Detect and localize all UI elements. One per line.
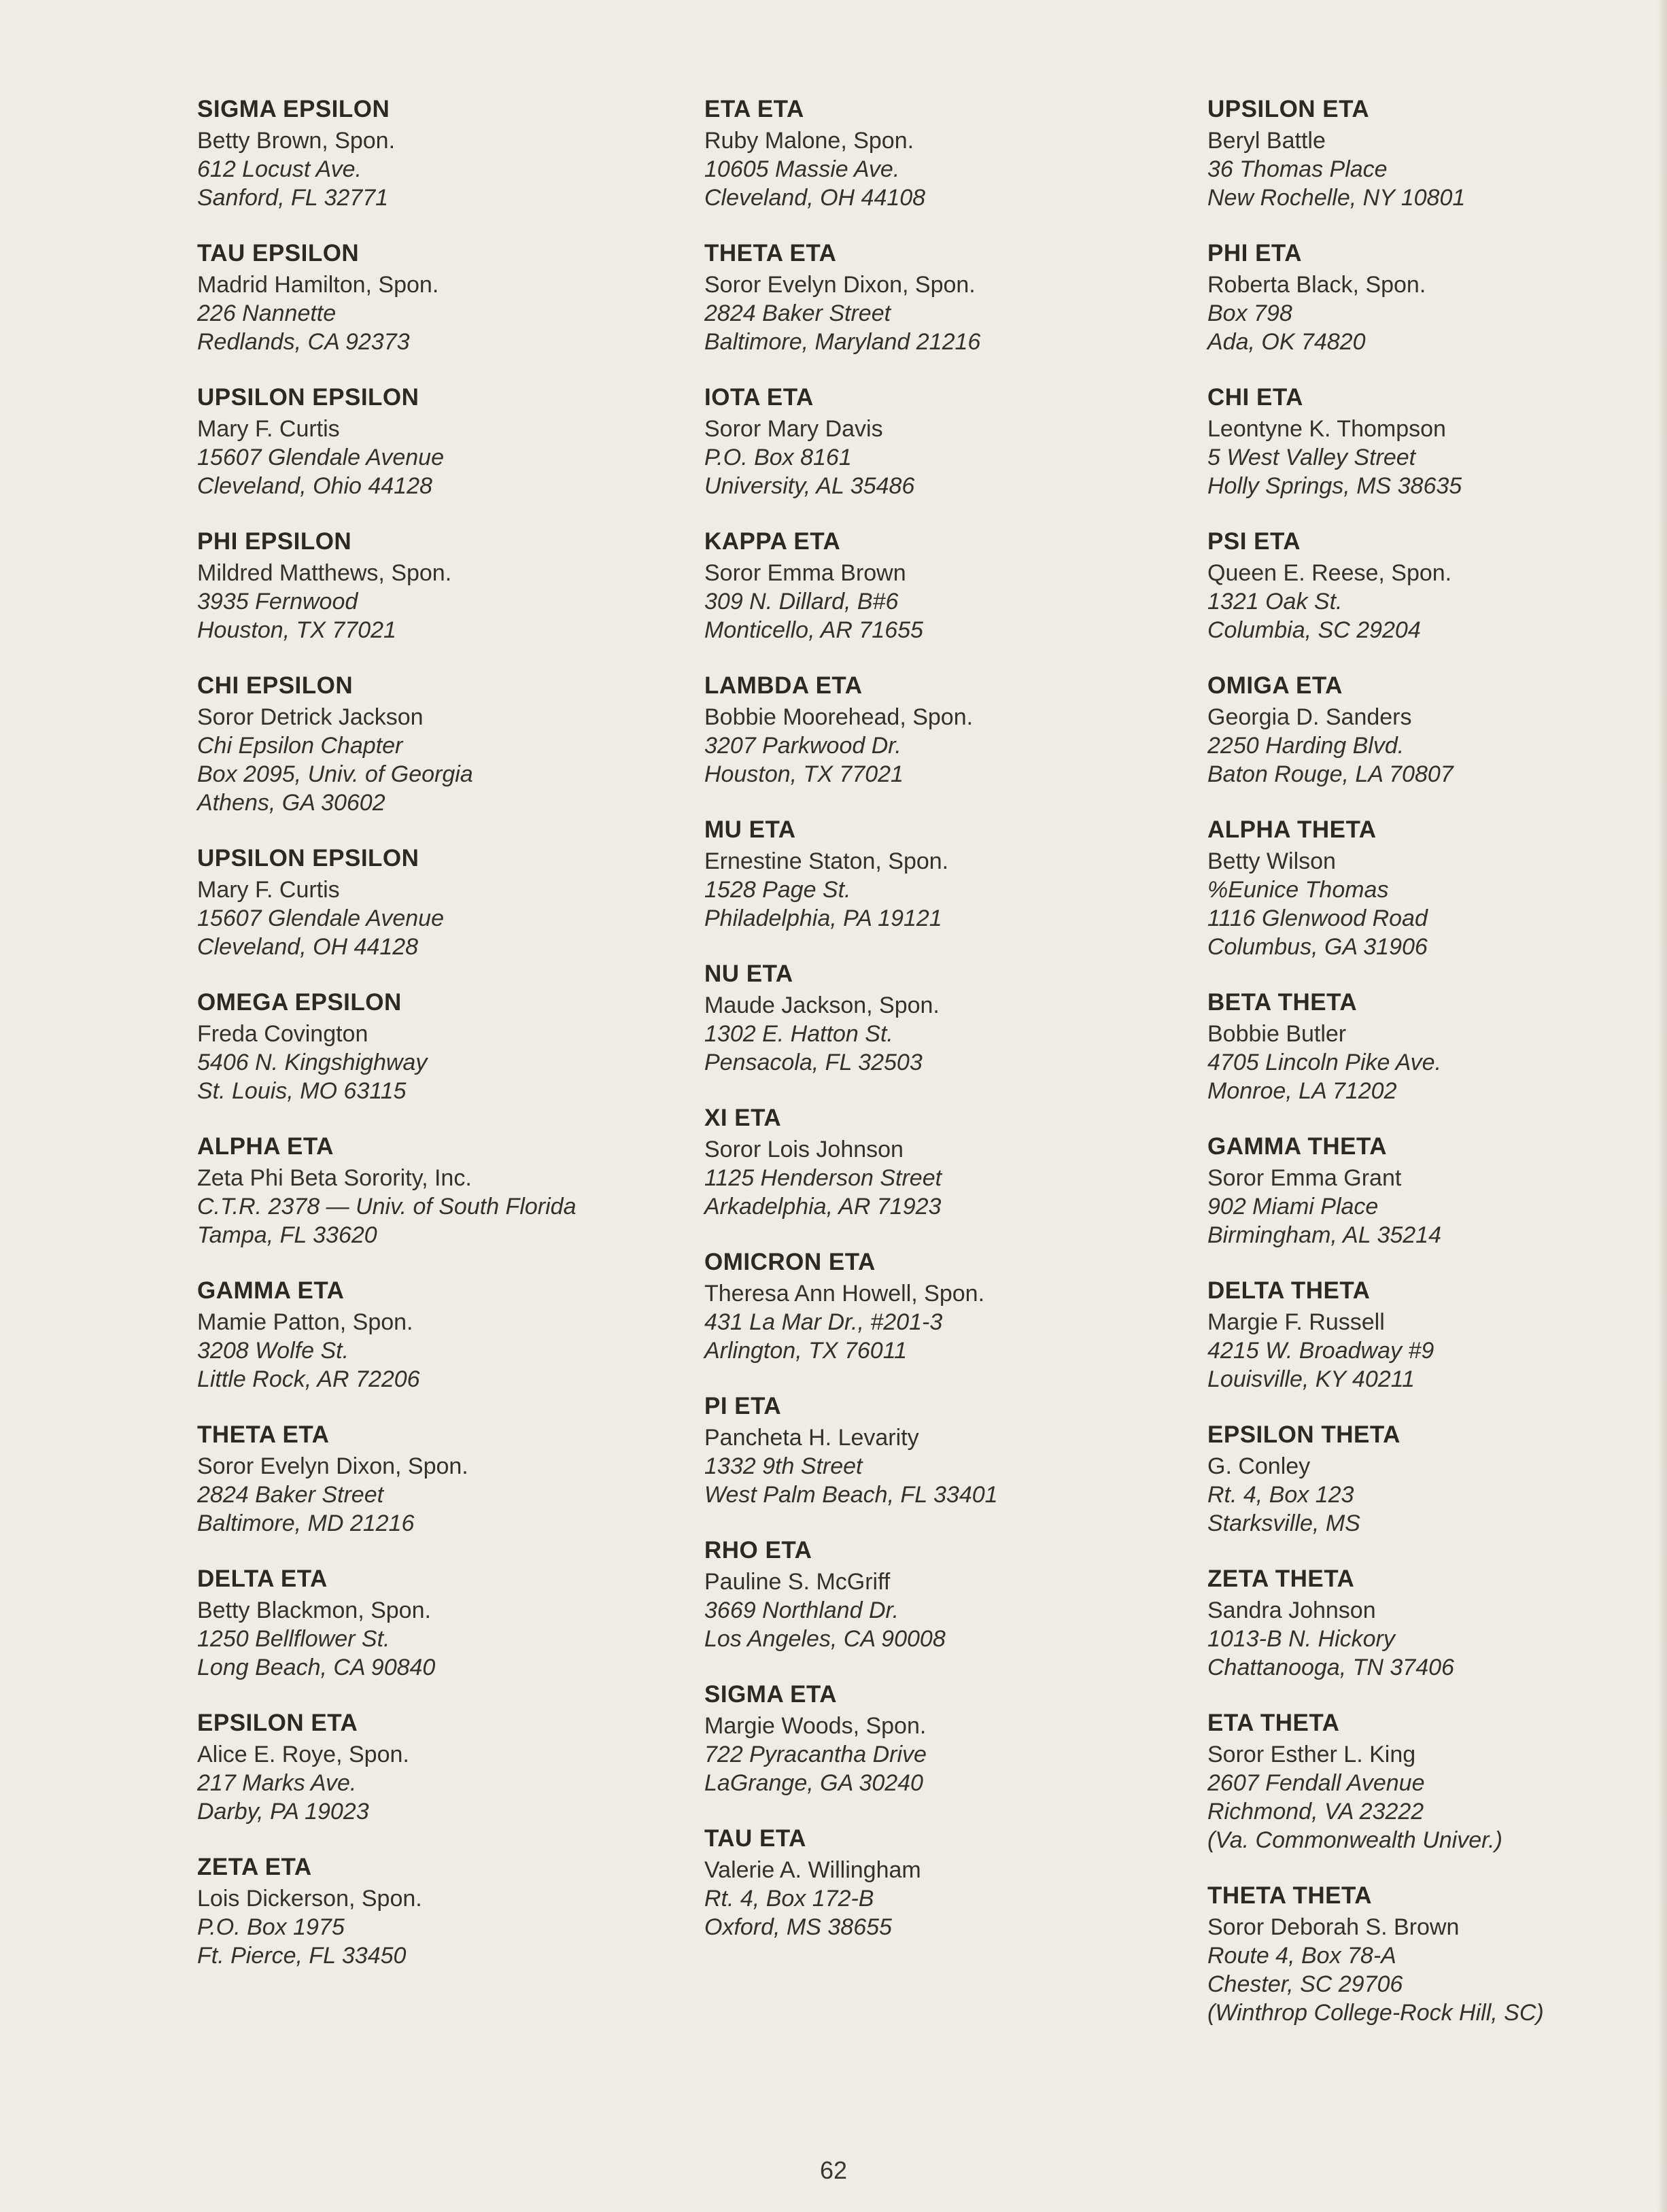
chapter-name: TAU ETA — [704, 1825, 806, 1852]
chapter-entry — [197, 1853, 714, 1970]
address-line: 722 Pyracantha Drive — [704, 1742, 927, 1767]
address-line: 4705 Lincoln Pike Ave. — [1207, 1050, 1442, 1075]
address-line: 1332 9th Street — [704, 1453, 863, 1479]
contact-name: Roberta Black, Spon. — [1207, 272, 1426, 298]
address-line: Cleveland, Ohio 44128 — [197, 473, 432, 499]
address-line: Chattanooga, TN 37406 — [1207, 1655, 1454, 1680]
chapter-name: ALPHA ETA — [197, 1133, 334, 1160]
chapter-name: MU ETA — [704, 816, 796, 843]
address-line: 10605 Massie Ave. — [704, 156, 900, 182]
contact-name: Theresa Ann Howell, Spon. — [704, 1281, 985, 1307]
address-line: Arkadelphia, AR 71923 — [704, 1194, 942, 1220]
chapter-name: OMICRON ETA — [704, 1249, 876, 1275]
address-line: 1125 Henderson Street — [704, 1165, 942, 1191]
contact-name: Ruby Malone, Spon. — [704, 128, 914, 154]
chapter-entry — [1207, 1277, 1667, 1394]
chapter-name: EPSILON ETA — [197, 1710, 358, 1736]
address-line: Baltimore, Maryland 21216 — [704, 329, 981, 355]
chapter-name: SIGMA ETA — [704, 1681, 838, 1708]
chapter-name: UPSILON ETA — [1207, 96, 1370, 122]
chapter-name: XI ETA — [704, 1105, 782, 1131]
chapter-name: CHI EPSILON — [197, 672, 354, 699]
address-line: 5406 N. Kingshighway — [197, 1050, 428, 1075]
chapter-entry — [197, 239, 714, 356]
directory-column-3 — [1207, 95, 1667, 2054]
address-line: Box 2095, Univ. of Georgia — [197, 761, 473, 787]
chapter-name: THETA ETA — [704, 240, 837, 266]
chapter-entry — [1207, 1565, 1667, 1682]
address-line: Chi Epsilon Chapter — [197, 733, 403, 759]
address-line: Darby, PA 19023 — [197, 1799, 369, 1825]
page-number: 62 — [819, 2156, 848, 2184]
address-line: 36 Thomas Place — [1207, 156, 1388, 182]
chapter-name: UPSILON EPSILON — [197, 845, 419, 871]
address-line: Redlands, CA 92373 — [197, 329, 410, 355]
address-line: 4215 W. Broadway #9 — [1207, 1338, 1434, 1364]
address-line: 15607 Glendale Avenue — [197, 445, 444, 470]
chapter-name: SIGMA EPSILON — [197, 96, 390, 122]
address-line: (Winthrop College-Rock Hill, SC) — [1207, 2000, 1544, 2026]
address-line: Athens, GA 30602 — [197, 790, 385, 816]
address-line: Tampa, FL 33620 — [197, 1222, 377, 1248]
chapter-name: RHO ETA — [704, 1537, 812, 1563]
chapter-entry — [1207, 1709, 1667, 1854]
address-line: Little Rock, AR 72206 — [197, 1366, 420, 1392]
contact-name: Soror Evelyn Dixon, Spon. — [704, 272, 976, 298]
chapter-entry — [1207, 383, 1667, 500]
address-line: 3208 Wolfe St. — [197, 1338, 349, 1364]
chapter-name: ZETA ETA — [197, 1854, 312, 1880]
chapter-entry — [704, 1248, 1221, 1365]
address-line: Louisville, KY 40211 — [1207, 1366, 1415, 1392]
chapter-entry — [197, 1709, 714, 1826]
address-line: New Rochelle, NY 10801 — [1207, 185, 1466, 211]
address-line: Richmond, VA 23222 — [1207, 1799, 1424, 1825]
address-line: Baton Rouge, LA 70807 — [1207, 761, 1454, 787]
address-line: P.O. Box 8161 — [704, 445, 852, 470]
address-line: Cleveland, OH 44128 — [197, 934, 419, 960]
address-line: 2824 Baker Street — [704, 300, 891, 326]
chapter-name: PI ETA — [704, 1393, 782, 1419]
address-line: 1321 Oak St. — [1207, 589, 1343, 615]
contact-name: Beryl Battle — [1207, 128, 1326, 154]
address-line: Baltimore, MD 21216 — [197, 1510, 415, 1536]
contact-name: Mildred Matthews, Spon. — [197, 560, 452, 586]
address-line: C.T.R. 2378 — Univ. of South Florida — [197, 1194, 577, 1220]
address-line: 2250 Harding Blvd. — [1207, 733, 1405, 759]
chapter-entry — [1207, 816, 1667, 961]
address-line: Rt. 4, Box 172-B — [704, 1886, 874, 1912]
address-line: Rt. 4, Box 123 — [1207, 1482, 1354, 1508]
chapter-entry — [197, 1133, 714, 1249]
address-line: LaGrange, GA 30240 — [704, 1770, 923, 1796]
address-line: Chester, SC 29706 — [1207, 1971, 1403, 1997]
address-line: Columbia, SC 29204 — [1207, 617, 1421, 643]
chapter-name: OMIGA ETA — [1207, 672, 1343, 699]
chapter-name: UPSILON EPSILON — [197, 384, 419, 411]
chapter-entry — [704, 1104, 1221, 1221]
address-line: Ft. Pierce, FL 33450 — [197, 1943, 407, 1969]
chapter-entry — [704, 960, 1221, 1077]
chapter-entry — [197, 672, 714, 817]
chapter-entry — [704, 1680, 1221, 1797]
contact-name: Bobbie Butler — [1207, 1021, 1347, 1047]
address-line: Box 798 — [1207, 300, 1292, 326]
address-line: Sanford, FL 32771 — [197, 185, 389, 211]
contact-name: Soror Detrick Jackson — [197, 704, 424, 730]
chapter-entry — [1207, 95, 1667, 212]
chapter-entry — [1207, 1421, 1667, 1538]
address-line: 1250 Bellflower St. — [197, 1626, 390, 1652]
chapter-entry — [704, 528, 1221, 644]
contact-name: Bobbie Moorehead, Spon. — [704, 704, 974, 730]
address-line: Arlington, TX 76011 — [704, 1338, 907, 1364]
address-line: Birmingham, AL 35214 — [1207, 1222, 1441, 1248]
address-line: Cleveland, OH 44108 — [704, 185, 926, 211]
chapter-name: LAMBDA ETA — [704, 672, 863, 699]
contact-name: Lois Dickerson, Spon. — [197, 1886, 422, 1912]
contact-name: Soror Lois Johnson — [704, 1137, 904, 1162]
chapter-entry — [704, 1825, 1221, 1941]
chapter-entry — [704, 383, 1221, 500]
contact-name: Valerie A. Willingham — [704, 1857, 921, 1883]
chapter-entry — [197, 1421, 714, 1538]
address-line: Houston, TX 77021 — [197, 617, 396, 643]
address-line: St. Louis, MO 63115 — [197, 1078, 407, 1104]
chapter-name: GAMMA ETA — [197, 1277, 345, 1304]
address-line: 1116 Glenwood Road — [1207, 905, 1428, 931]
address-line: 3207 Parkwood Dr. — [704, 733, 901, 759]
chapter-name: KAPPA ETA — [704, 528, 841, 555]
chapter-entry — [197, 383, 714, 500]
address-line: Pensacola, FL 32503 — [704, 1050, 923, 1075]
address-line: 5 West Valley Street — [1207, 445, 1416, 470]
address-line: Houston, TX 77021 — [704, 761, 904, 787]
contact-name: Madrid Hamilton, Spon. — [197, 272, 439, 298]
address-line: 1528 Page St. — [704, 877, 851, 903]
address-line: Ada, OK 74820 — [1207, 329, 1366, 355]
contact-name: Mary F. Curtis — [197, 416, 340, 442]
chapter-entry — [704, 672, 1221, 789]
address-line: University, AL 35486 — [704, 473, 915, 499]
chapter-name: DELTA ETA — [197, 1566, 328, 1592]
chapter-entry — [704, 1536, 1221, 1653]
contact-name: Alice E. Roye, Spon. — [197, 1742, 409, 1767]
contact-name: Margie F. Russell — [1207, 1309, 1385, 1335]
chapter-name: THETA THETA — [1207, 1882, 1373, 1909]
address-line: Holly Springs, MS 38635 — [1207, 473, 1462, 499]
contact-name: Soror Evelyn Dixon, Spon. — [197, 1453, 468, 1479]
address-line: 1302 E. Hatton St. — [704, 1021, 893, 1047]
contact-name: Maude Jackson, Spon. — [704, 992, 940, 1018]
directory-column-1 — [197, 95, 714, 1997]
contact-name: Soror Esther L. King — [1207, 1742, 1416, 1767]
chapter-entry — [1207, 988, 1667, 1105]
chapter-name: NU ETA — [704, 961, 793, 987]
contact-name: Betty Blackmon, Spon. — [197, 1597, 431, 1623]
chapter-name: THETA ETA — [197, 1421, 330, 1448]
chapter-name: BETA THETA — [1207, 989, 1358, 1016]
address-line: Monroe, LA 71202 — [1207, 1078, 1397, 1104]
chapter-name: ZETA THETA — [1207, 1566, 1355, 1592]
contact-name: Leontyne K. Thompson — [1207, 416, 1446, 442]
address-line: 1013-B N. Hickory — [1207, 1626, 1395, 1652]
chapter-name: OMEGA EPSILON — [197, 989, 402, 1016]
address-line: 3669 Northland Dr. — [704, 1597, 899, 1623]
contact-name: Freda Covington — [197, 1021, 368, 1047]
address-line: (Va. Commonwealth Univer.) — [1207, 1827, 1502, 1853]
address-line: Columbus, GA 31906 — [1207, 934, 1428, 960]
contact-name: Soror Deborah S. Brown — [1207, 1914, 1460, 1940]
chapter-entry — [197, 988, 714, 1105]
contact-name: Georgia D. Sanders — [1207, 704, 1412, 730]
chapter-entry — [197, 844, 714, 961]
chapter-name: PHI EPSILON — [197, 528, 352, 555]
address-line: 217 Marks Ave. — [197, 1770, 357, 1796]
chapter-entry — [1207, 672, 1667, 789]
address-line: 2824 Baker Street — [197, 1482, 384, 1508]
chapter-name: DELTA THETA — [1207, 1277, 1371, 1304]
chapter-name: ALPHA THETA — [1207, 816, 1377, 843]
directory-column-2 — [704, 95, 1221, 1969]
address-line: 902 Miami Place — [1207, 1194, 1379, 1220]
address-line: 431 La Mar Dr., #201-3 — [704, 1309, 943, 1335]
chapter-entry — [197, 1277, 714, 1394]
address-line: 2607 Fendall Avenue — [1207, 1770, 1425, 1796]
contact-name: G. Conley — [1207, 1453, 1311, 1479]
contact-name: Betty Wilson — [1207, 848, 1336, 874]
contact-name: Soror Emma Grant — [1207, 1165, 1402, 1191]
chapter-name: GAMMA THETA — [1207, 1133, 1388, 1160]
chapter-name: CHI ETA — [1207, 384, 1303, 411]
address-line: 226 Nannette — [197, 300, 337, 326]
chapter-name: PSI ETA — [1207, 528, 1301, 555]
address-line: Los Angeles, CA 90008 — [704, 1626, 946, 1652]
chapter-entry — [1207, 1882, 1667, 2027]
contact-name: Mary F. Curtis — [197, 877, 340, 903]
contact-name: Mamie Patton, Spon. — [197, 1309, 413, 1335]
contact-name: Betty Brown, Spon. — [197, 128, 396, 154]
chapter-entry — [1207, 528, 1667, 644]
contact-name: Pancheta H. Levarity — [704, 1425, 919, 1451]
address-line: 15607 Glendale Avenue — [197, 905, 444, 931]
chapter-entry — [704, 239, 1221, 356]
chapter-name: IOTA ETA — [704, 384, 814, 411]
address-line: Route 4, Box 78-A — [1207, 1943, 1396, 1969]
chapter-entry — [1207, 1133, 1667, 1249]
chapter-name: ETA ETA — [704, 96, 804, 122]
address-line: Long Beach, CA 90840 — [197, 1655, 436, 1680]
address-line: Monticello, AR 71655 — [704, 617, 923, 643]
address-line: P.O. Box 1975 — [197, 1914, 345, 1940]
address-line: 309 N. Dillard, B#6 — [704, 589, 899, 615]
address-line: Philadelphia, PA 19121 — [704, 905, 942, 931]
chapter-entry — [1207, 239, 1667, 356]
address-line: Starksville, MS — [1207, 1510, 1360, 1536]
address-line: 612 Locust Ave. — [197, 156, 362, 182]
contact-name: Soror Mary Davis — [704, 416, 883, 442]
address-line: Oxford, MS 38655 — [704, 1914, 892, 1940]
chapter-entry — [197, 528, 714, 644]
address-line: %Eunice Thomas — [1207, 877, 1389, 903]
chapter-name: TAU EPSILON — [197, 240, 360, 266]
address-line: West Palm Beach, FL 33401 — [704, 1482, 998, 1508]
chapter-entry — [704, 95, 1221, 212]
address-line: 3935 Fernwood — [197, 589, 358, 615]
contact-name: Soror Emma Brown — [704, 560, 906, 586]
contact-name: Pauline S. McGriff — [704, 1569, 891, 1595]
contact-name: Margie Woods, Spon. — [704, 1713, 927, 1739]
chapter-entry — [704, 1392, 1221, 1509]
contact-name: Sandra Johnson — [1207, 1597, 1376, 1623]
chapter-name: PHI ETA — [1207, 240, 1302, 266]
chapter-entry — [704, 816, 1221, 933]
page-edge-shadow — [1657, 0, 1667, 2212]
chapter-entry — [197, 95, 714, 212]
chapter-name: ETA THETA — [1207, 1710, 1340, 1736]
contact-name: Zeta Phi Beta Sorority, Inc. — [197, 1165, 472, 1191]
chapter-entry — [197, 1565, 714, 1682]
contact-name: Ernestine Staton, Spon. — [704, 848, 949, 874]
contact-name: Queen E. Reese, Spon. — [1207, 560, 1452, 586]
chapter-name: EPSILON THETA — [1207, 1421, 1400, 1448]
